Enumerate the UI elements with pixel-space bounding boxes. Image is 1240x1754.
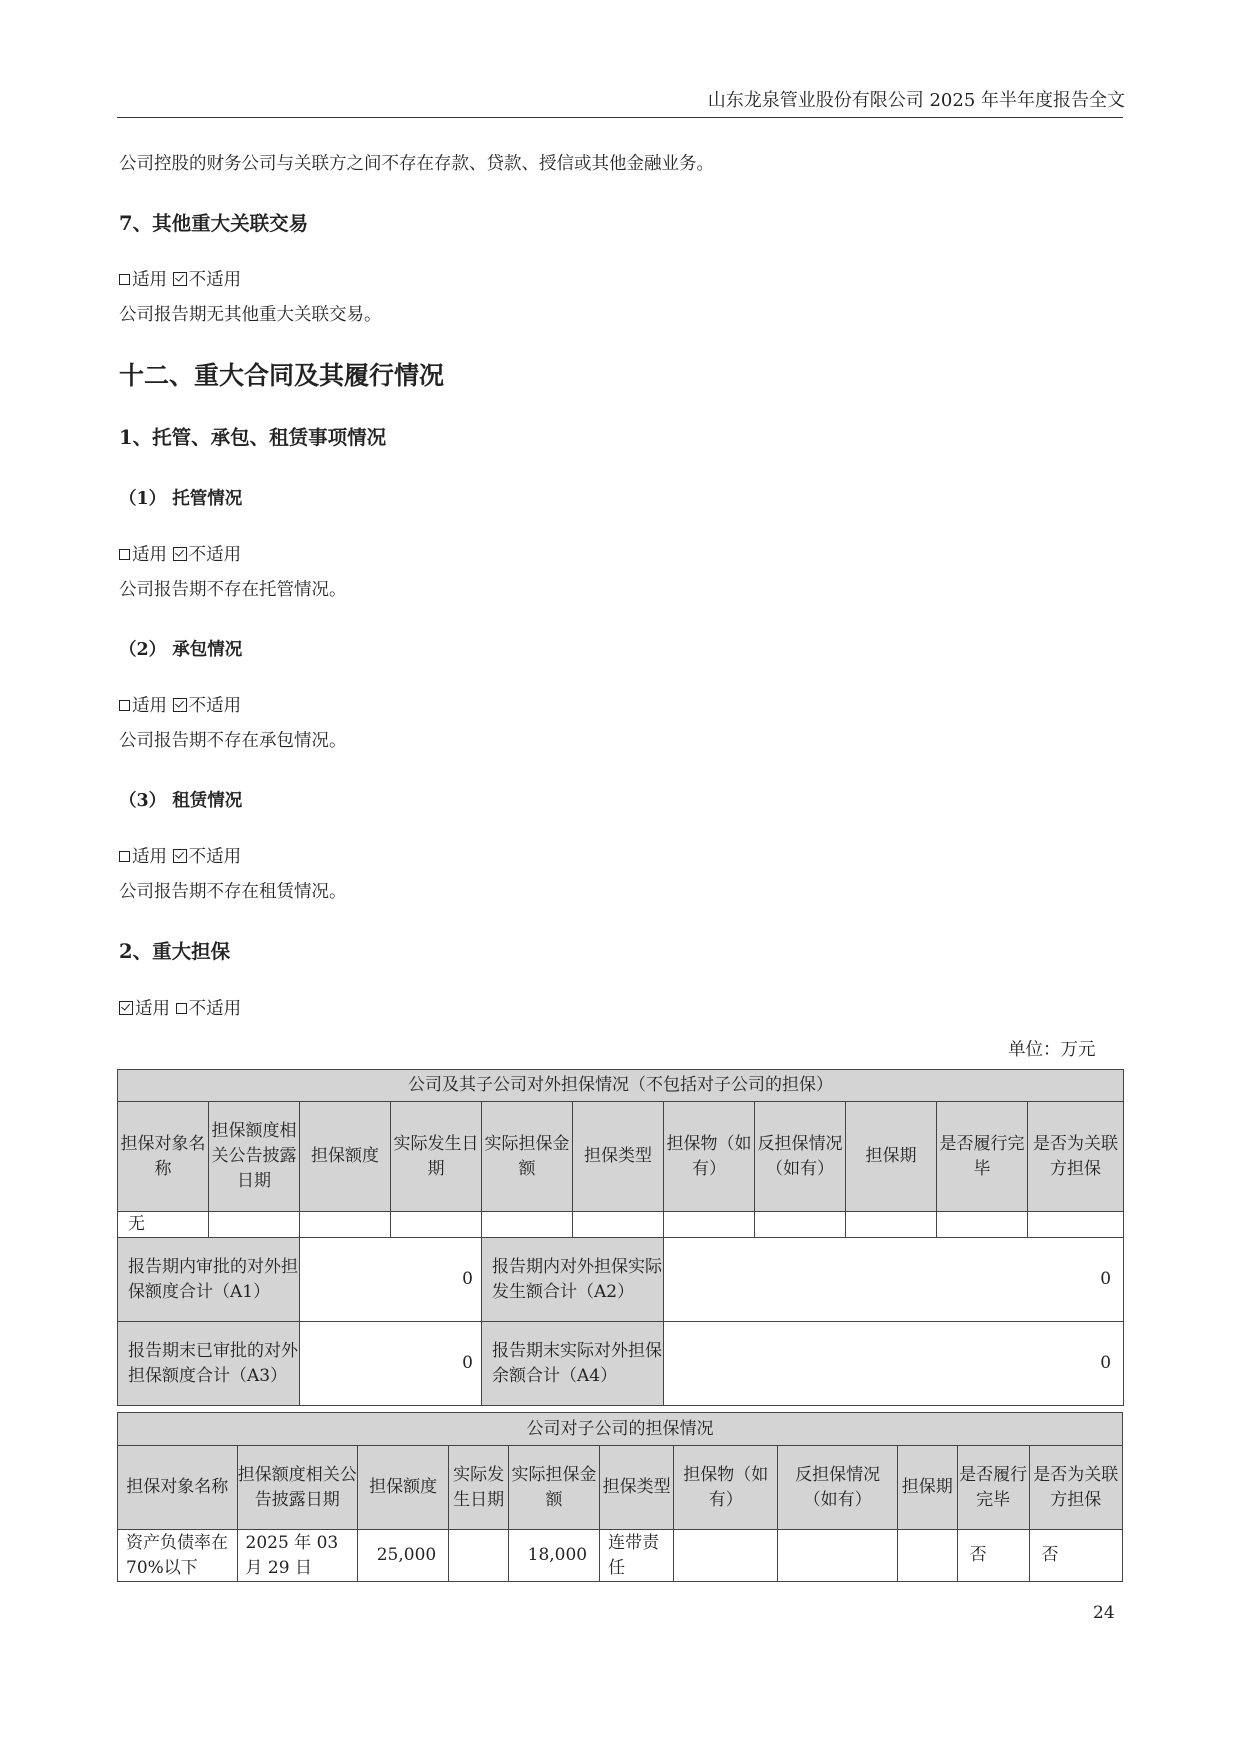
guarantee-options [119, 995, 241, 1020]
report-header-title: 山东龙泉管业股份有限公司 2025 年半年度报告全文 [707, 90, 1125, 111]
header-collateral: 担保物（如有） [664, 1102, 755, 1212]
header-announcement-date: 担保额度相关公告披露日期 [209, 1102, 300, 1212]
cell-completed: 否 [957, 1530, 1029, 1582]
table-cell [846, 1212, 937, 1238]
header-actual-amount: 实际担保金额 [482, 1102, 573, 1212]
a2-label: 报告期内对外担保实际发生额合计（A2） [482, 1238, 664, 1322]
header-counter-guarantee: 反担保情况（如有） [778, 1446, 898, 1530]
header-collateral: 担保物（如有） [674, 1446, 778, 1530]
header-guaranteed-party: 担保对象名称 [118, 1102, 209, 1212]
checkbox-unchecked-icon [119, 851, 130, 862]
header-actual-date: 实际发生日期 [391, 1102, 482, 1212]
a3-value: 0 [300, 1322, 482, 1406]
cell-related-party: 否 [1029, 1530, 1122, 1582]
header-related-party: 是否为关联方担保 [1028, 1102, 1124, 1212]
checkbox-checked-icon [173, 272, 187, 286]
section-7-title: 7、其他重大关联交易 [119, 212, 309, 235]
contract-options [119, 692, 241, 717]
a1-value: 0 [300, 1238, 482, 1322]
cell-actual-date [449, 1530, 509, 1582]
checkbox-unchecked-icon [176, 1003, 187, 1014]
not-applicable-label: 不适用 [188, 270, 242, 290]
table-cell [937, 1212, 1028, 1238]
cell-guaranteed-party: 资产负债率在 70%以下 [118, 1530, 238, 1582]
header-announcement-date: 担保额度相关公告披露日期 [237, 1446, 358, 1530]
summary-row-a3-a4 [118, 1322, 1124, 1406]
cell-guarantee-type: 连带责任 [600, 1530, 674, 1582]
header-guarantee-amount: 担保额度 [358, 1446, 449, 1530]
table-title: 公司及其子公司对外担保情况（不包括对子公司的担保） [118, 1070, 1124, 1102]
header-guarantee-amount: 担保额度 [300, 1102, 391, 1212]
a4-label: 报告期末实际对外担保余额合计（A4） [482, 1322, 664, 1406]
contract-text: 公司报告期不存在承包情况。 [119, 731, 347, 751]
a2-value: 0 [664, 1238, 1124, 1322]
cell-guarantee-amount: 25,000 [358, 1530, 449, 1582]
unit-label: 单位：万元 [1008, 1040, 1096, 1060]
table-title: 公司对子公司的担保情况 [118, 1413, 1123, 1446]
not-applicable-label: 不适用 [188, 696, 242, 716]
table-header-row [118, 1446, 1123, 1530]
applicable-label: 适用 [132, 270, 167, 290]
header-guaranteed-party: 担保对象名称 [118, 1446, 238, 1530]
table-row [118, 1212, 1124, 1238]
table-row [118, 1530, 1123, 1582]
checkbox-checked-icon [173, 849, 187, 863]
cell-announcement-date: 2025 年 03 月 29 日 [237, 1530, 358, 1582]
checkbox-checked-icon [173, 547, 187, 561]
trust-title: （1） 托管情况 [119, 489, 243, 509]
cell-guaranteed-party: 无 [118, 1212, 209, 1238]
header-guarantee-type: 担保类型 [573, 1102, 664, 1212]
table-cell [482, 1212, 573, 1238]
not-applicable-label: 不适用 [188, 545, 242, 565]
lease-title: （3） 租赁情况 [119, 791, 243, 811]
trust-options [119, 541, 241, 566]
header-guarantee-period: 担保期 [846, 1102, 937, 1212]
header-actual-amount: 实际担保金额 [508, 1446, 599, 1530]
chapter-12-title: 十二、重大合同及其履行情况 [119, 361, 445, 390]
cell-collateral [674, 1530, 778, 1582]
a4-value: 0 [664, 1322, 1124, 1406]
checkbox-checked-icon [119, 1001, 133, 1015]
checkbox-unchecked-icon [119, 700, 130, 711]
subsidiary-guarantee-table [117, 1412, 1123, 1582]
header-completed: 是否履行完毕 [937, 1102, 1028, 1212]
external-guarantee-table [117, 1069, 1124, 1406]
table-cell [664, 1212, 755, 1238]
not-applicable-label: 不适用 [188, 999, 242, 1019]
section-7-options [119, 266, 241, 291]
header-divider [117, 117, 1123, 118]
header-guarantee-period: 担保期 [897, 1446, 957, 1530]
table-cell [391, 1212, 482, 1238]
subsection-2-title: 2、重大担保 [119, 940, 231, 963]
header-guarantee-type: 担保类型 [600, 1446, 674, 1530]
header-related-party: 是否为关联方担保 [1029, 1446, 1122, 1530]
lease-text: 公司报告期不存在租赁情况。 [119, 882, 347, 902]
checkbox-checked-icon [173, 698, 187, 712]
table-cell [755, 1212, 846, 1238]
table-header-row [118, 1102, 1124, 1212]
header-counter-guarantee: 反担保情况（如有） [755, 1102, 846, 1212]
applicable-label: 适用 [135, 999, 170, 1019]
page-number: 24 [1093, 1603, 1115, 1623]
subsection-1-title: 1、托管、承包、租赁事项情况 [119, 426, 387, 449]
trust-text: 公司报告期不存在托管情况。 [119, 580, 347, 600]
table-cell [209, 1212, 300, 1238]
contract-title: （2） 承包情况 [119, 640, 243, 660]
applicable-label: 适用 [132, 696, 167, 716]
finance-paragraph: 公司控股的财务公司与关联方之间不存在存款、贷款、授信或其他金融业务。 [119, 154, 714, 174]
checkbox-unchecked-icon [119, 549, 130, 560]
header-actual-date: 实际发生日期 [449, 1446, 509, 1530]
a1-label: 报告期内审批的对外担保额度合计（A1） [118, 1238, 300, 1322]
table-cell [1028, 1212, 1124, 1238]
checkbox-unchecked-icon [119, 274, 130, 285]
cell-actual-amount: 18,000 [508, 1530, 599, 1582]
not-applicable-label: 不适用 [188, 847, 242, 867]
section-7-text: 公司报告期无其他重大关联交易。 [119, 305, 382, 325]
table-cell [300, 1212, 391, 1238]
cell-counter-guarantee [778, 1530, 898, 1582]
a3-label: 报告期末已审批的对外担保额度合计（A3） [118, 1322, 300, 1406]
applicable-label: 适用 [132, 847, 167, 867]
summary-row-a1-a2 [118, 1238, 1124, 1322]
header-completed: 是否履行完毕 [957, 1446, 1029, 1530]
cell-guarantee-period [897, 1530, 957, 1582]
lease-options [119, 843, 241, 868]
table-cell [573, 1212, 664, 1238]
applicable-label: 适用 [132, 545, 167, 565]
